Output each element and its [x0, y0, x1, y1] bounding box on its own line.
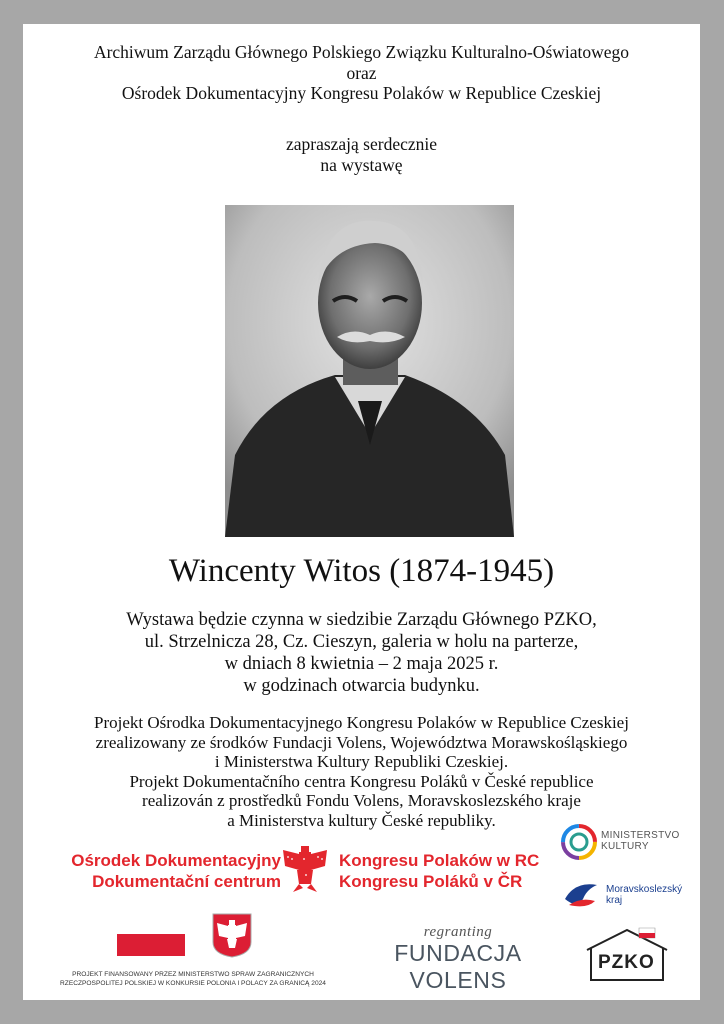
- documentation-center-logo-text-left: [41, 850, 281, 892]
- moravia-label: [606, 884, 682, 906]
- moravia-label-line-1: Moravskoslezský: [606, 884, 683, 895]
- organizer-documentation-center: Ośrodek Dokumentacyjny Kongresu Polaków w Republice Czeskiej: [121, 83, 602, 103]
- moravian-silesian-region-logo: [561, 875, 699, 915]
- invitation-line-1: zapraszają serdecznie: [285, 134, 438, 154]
- invitation-text: [23, 134, 700, 175]
- exhibition-info: [23, 609, 700, 697]
- funding-notice-line-2: RZECZPOSPOLITEJ POLSKIEJ W KONKURSIE POLONIA I POLACY ZA GRANICĄ 2024: [60, 980, 326, 987]
- regranting-label: regranting: [423, 924, 493, 940]
- info-address: ul. Strzelnicza 28, Cz. Cieszyn, galeria w holu na parterze,: [144, 632, 579, 652]
- osrodek-cz-label: Dokumentační centrum: [92, 872, 281, 891]
- project-cz-line-1: Projekt Dokumentačního centra Kongresu Poláků v České republice: [129, 771, 594, 791]
- exhibition-title: Wincenty Witos (1874-1945): [168, 553, 555, 589]
- project-pl-line-3: i Ministerstwa Kultury Republiki Czeskiej.: [214, 752, 509, 772]
- project-pl-line-2: zrealizowany ze środków Fundacji Volens, Województwa Morawskośląskiego: [95, 732, 628, 752]
- invitation-line-2: na wystawę: [320, 154, 403, 175]
- project-cz-line-2: realizován z prostředků Fondu Volens, Moravskoslezského kraje: [142, 791, 581, 811]
- funding-notice: [23, 970, 363, 988]
- moravia-label-line-2: kraj: [606, 895, 623, 906]
- ministry-circle-icon: [559, 822, 599, 862]
- documentation-center-logo-text-right: [339, 850, 579, 892]
- info-venue: Wystawa będzie czynna w siedzibie Zarządu Głównego PZKO,: [126, 610, 597, 630]
- project-funding-text: [23, 713, 700, 831]
- info-hours: w godzinach otwarcia budynku.: [243, 676, 480, 696]
- ministry-label: [601, 830, 680, 852]
- organizer-conjunction: oraz: [346, 62, 377, 83]
- project-pl-line-1: Projekt Ośrodka Dokumentacyjnego Kongresu Polaków w Republice Czeskiej: [94, 713, 629, 732]
- fundacja-volens-logo: [368, 924, 548, 993]
- ministry-of-culture-logo: [559, 822, 699, 866]
- organizers-header: [23, 42, 700, 104]
- info-dates: w dniach 8 kwietnia – 2 maja 2025 r.: [224, 654, 499, 674]
- kongres-cz-label: Kongresu Poláků v ČR: [339, 872, 523, 891]
- polish-flag: [117, 934, 185, 956]
- ministry-label-line-2: KULTURY: [601, 841, 649, 852]
- volens-label: FUNDACJA VOLENS: [394, 940, 522, 993]
- organizer-archive: Archiwum Zarządu Głównego Polskiego Związku Kulturalno-Oświatowego: [93, 42, 630, 62]
- moravia-bird-icon: [561, 875, 603, 913]
- pzko-label: PZKO: [598, 952, 655, 973]
- portrait-photo: [225, 205, 514, 537]
- pzko-logo: [581, 924, 673, 984]
- osrodek-pl-label: Ośrodek Dokumentacyjny: [71, 851, 281, 870]
- project-cz-line-3: a Ministerstva kultury České republiky.: [227, 810, 496, 830]
- poster: [23, 24, 700, 1000]
- funding-notice-line-1: PROJEKT FINANSOWANY PRZEZ MINISTERSTWO SPRAW ZAGRANICZNYCH: [72, 971, 314, 978]
- portrait-photo-image: [225, 205, 514, 537]
- polish-emblem-icon: [211, 912, 253, 958]
- ministry-label-line-1: MINISTERSTVO: [601, 830, 680, 841]
- kongres-pl-label: Kongresu Polaków w RC: [339, 851, 540, 870]
- red-eagle-icon: [281, 844, 329, 894]
